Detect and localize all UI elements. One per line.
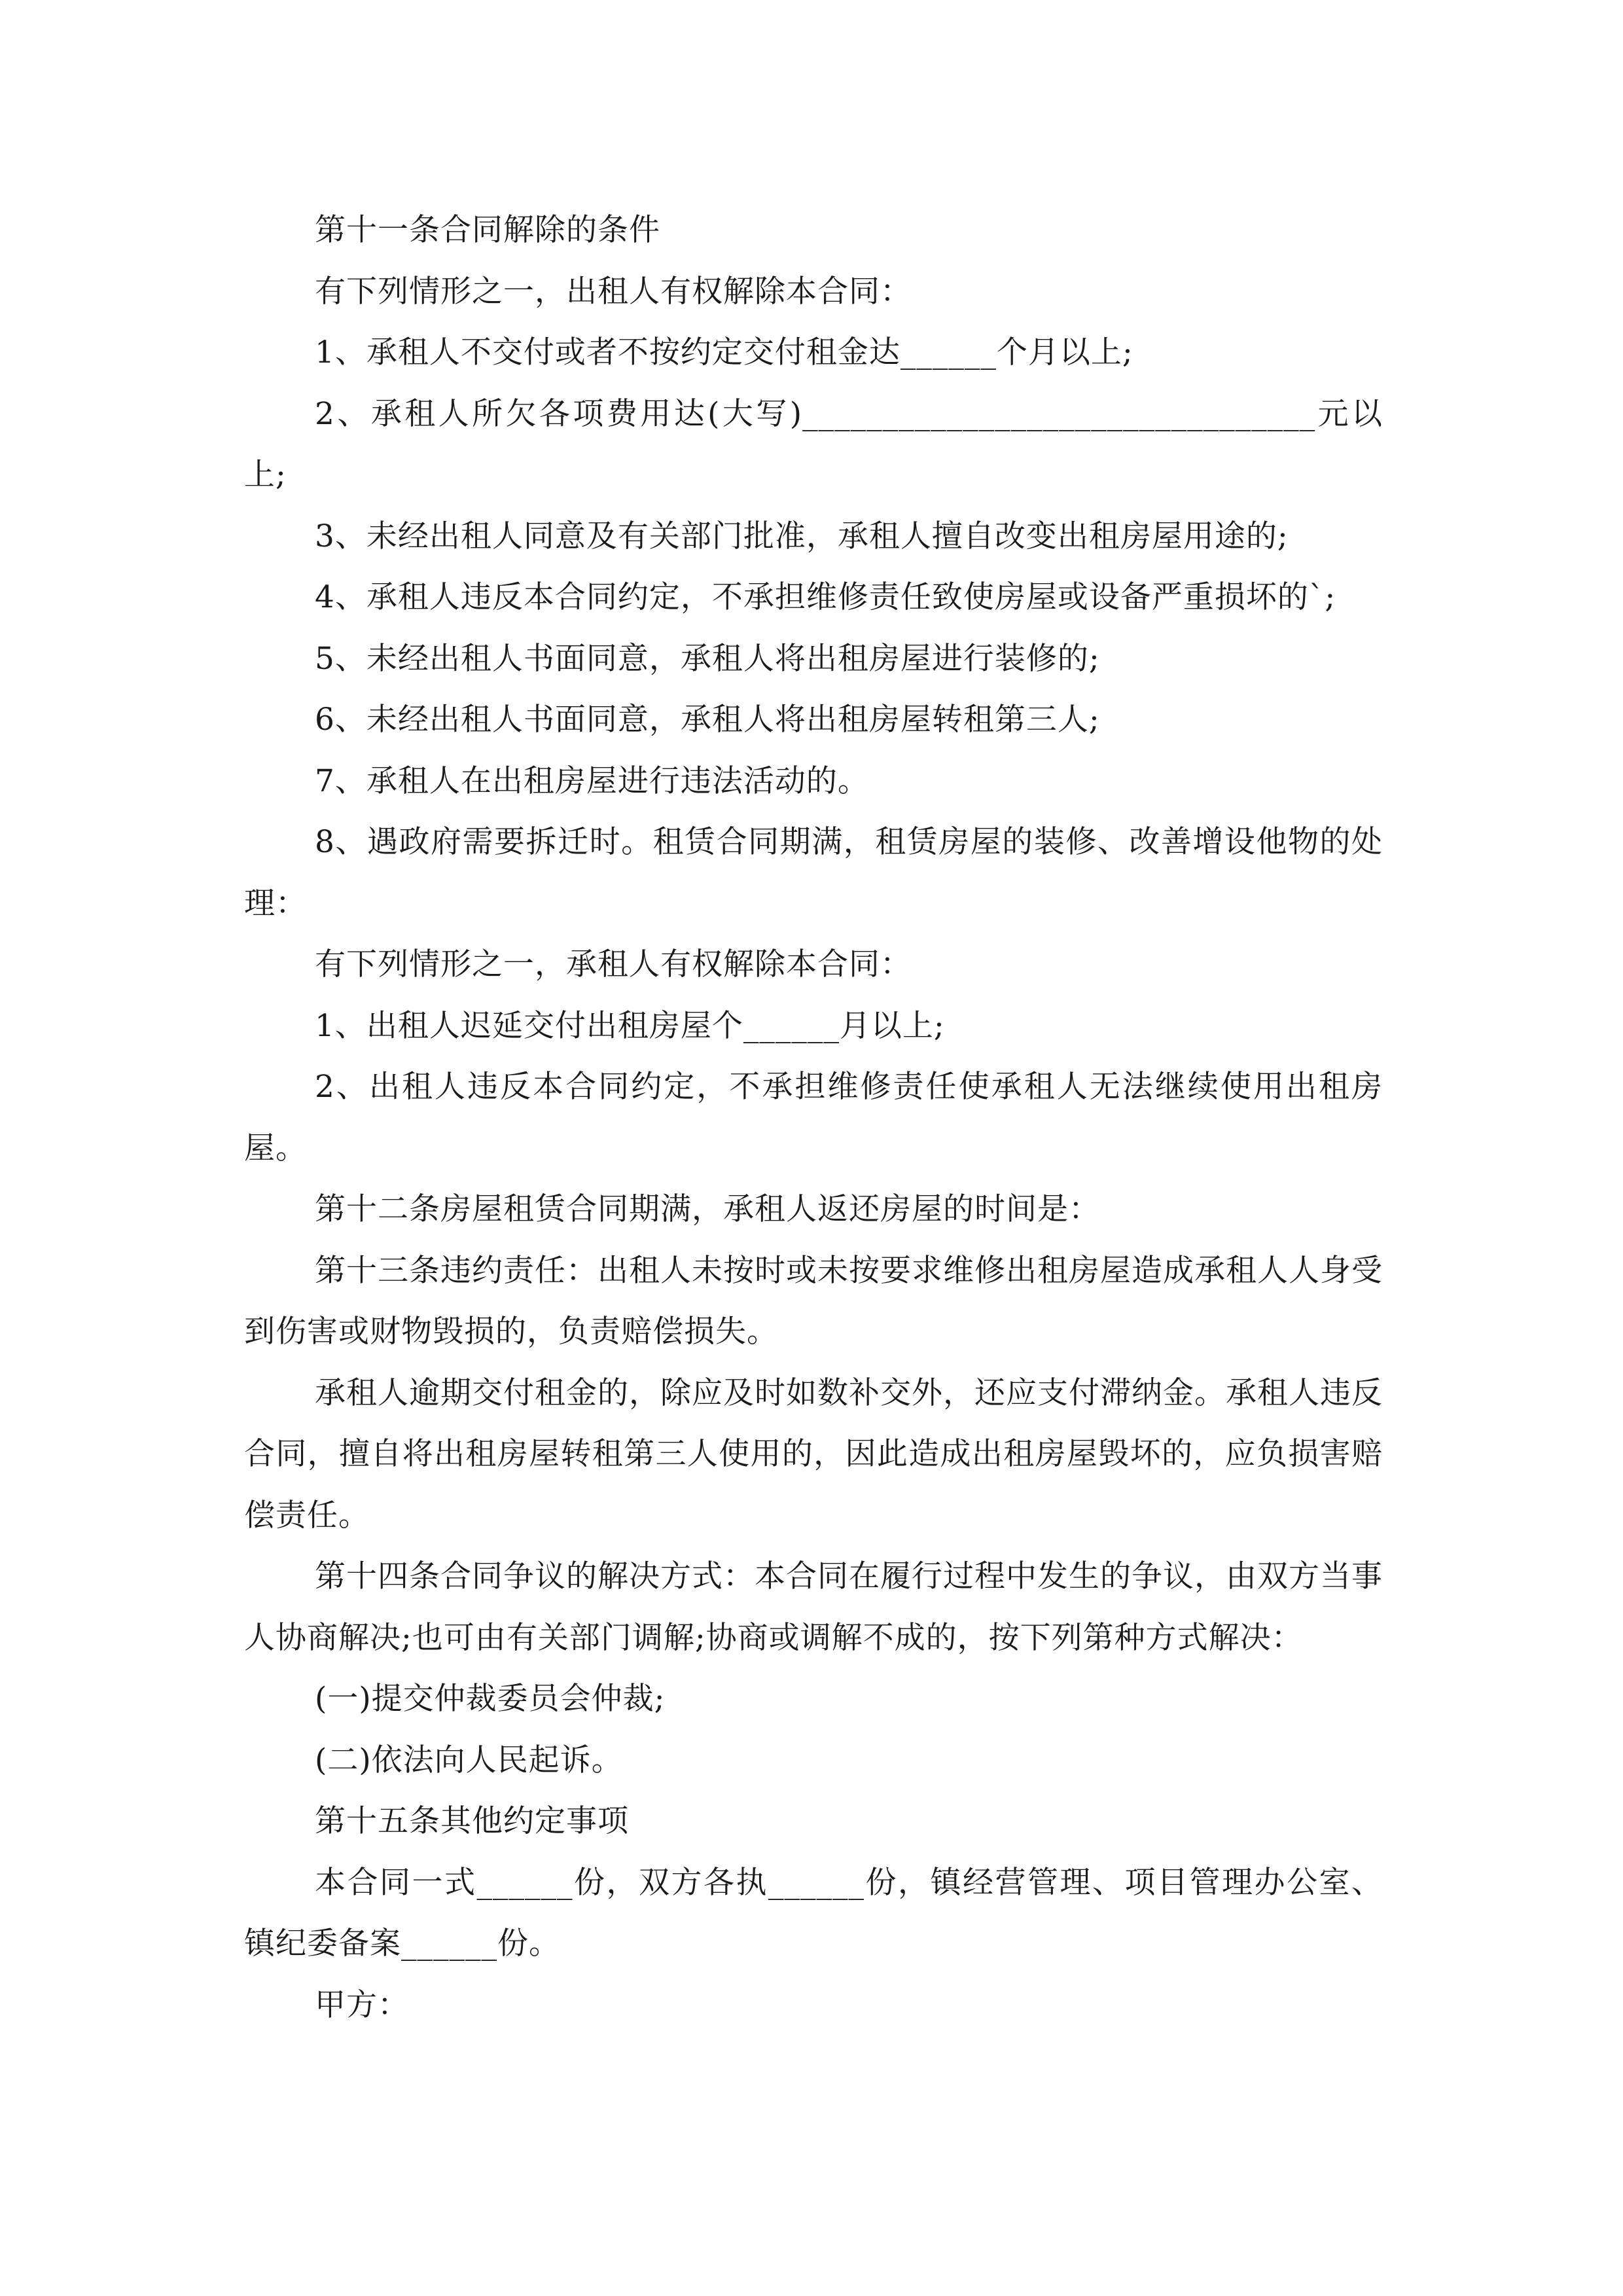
dispute-option-2: (二)依法向人民起诉。 [315,1742,623,1778]
party-a-signature-label: 甲方： [315,1986,409,2023]
copies-clause: 本合同一式______份，双方各执______份，镇经营管理、项目管理办公室、镇纪委备案______份。 [244,1864,1383,1962]
article-14: 第十四条合同争议的解决方式：本合同在履行过程中发生的争议，由双方当事人协商解决;也可由有关部门调解;协商或调解不成的，按下列第种方式解决： [244,1558,1383,1656]
contract-body [244,200,1383,2036]
article-15-heading: 第十五条其他约定事项 [315,1803,629,1839]
lessor-clause-2: 2、承租人所欠各项费用达(大写)________________________________元以上; [244,395,1383,493]
lessor-clause-1: 1、承租人不交付或者不按约定交付租金达______个月以上; [315,334,1133,370]
lessor-clause-7: 7、承租人在出租房屋进行违法活动的。 [315,762,869,799]
lessor-clause-5: 5、未经出租人书面同意，承租人将出租房屋进行装修的; [315,640,1100,677]
lessor-clause-3: 3、未经出租人同意及有关部门批准，承租人擅自改变出租房屋用途的; [315,518,1289,554]
lessee-clause-2: 2、出租人违反本合同约定，不承担维修责任使承租人无法继续使用出租房屋。 [244,1069,1383,1166]
dispute-option-1: (一)提交仲裁委员会仲裁; [315,1681,666,1717]
lessor-termination-intro: 有下列情形之一，出租人有权解除本合同： [315,273,912,310]
article-11-heading: 第十一条合同解除的条件 [315,212,660,248]
lessee-clause-1: 1、出租人迟延交付出租房屋个______月以上; [315,1007,945,1044]
lessor-clause-6: 6、未经出租人书面同意，承租人将出租房屋转租第三人; [315,702,1100,738]
lessor-clause-8: 8、遇政府需要拆迁时。租赁合同期满，租赁房屋的装修、改善增设他物的处理： [244,824,1383,922]
lessee-termination-intro: 有下列情形之一，承租人有权解除本合同： [315,946,912,982]
article-13-continued: 承租人逾期交付租金的，除应及时如数补交外，还应支付滞纳金。承租人违反合同，擅自将出租房屋转租第三人使用的，因此造成出租房屋毁坏的，应负损害赔偿责任。 [244,1374,1383,1534]
article-12: 第十二条房屋租赁合同期满，承租人返还房屋的时间是： [315,1191,1100,1227]
lessor-clause-4: 4、承租人违反本合同约定，不承担维修责任致使房屋或设备严重损坏的`; [315,579,1336,615]
article-13: 第十三条违约责任：出租人未按时或未按要求维修出租房屋造成承租人人身受到伤害或财物毁损的，负责赔偿损失。 [244,1252,1383,1350]
